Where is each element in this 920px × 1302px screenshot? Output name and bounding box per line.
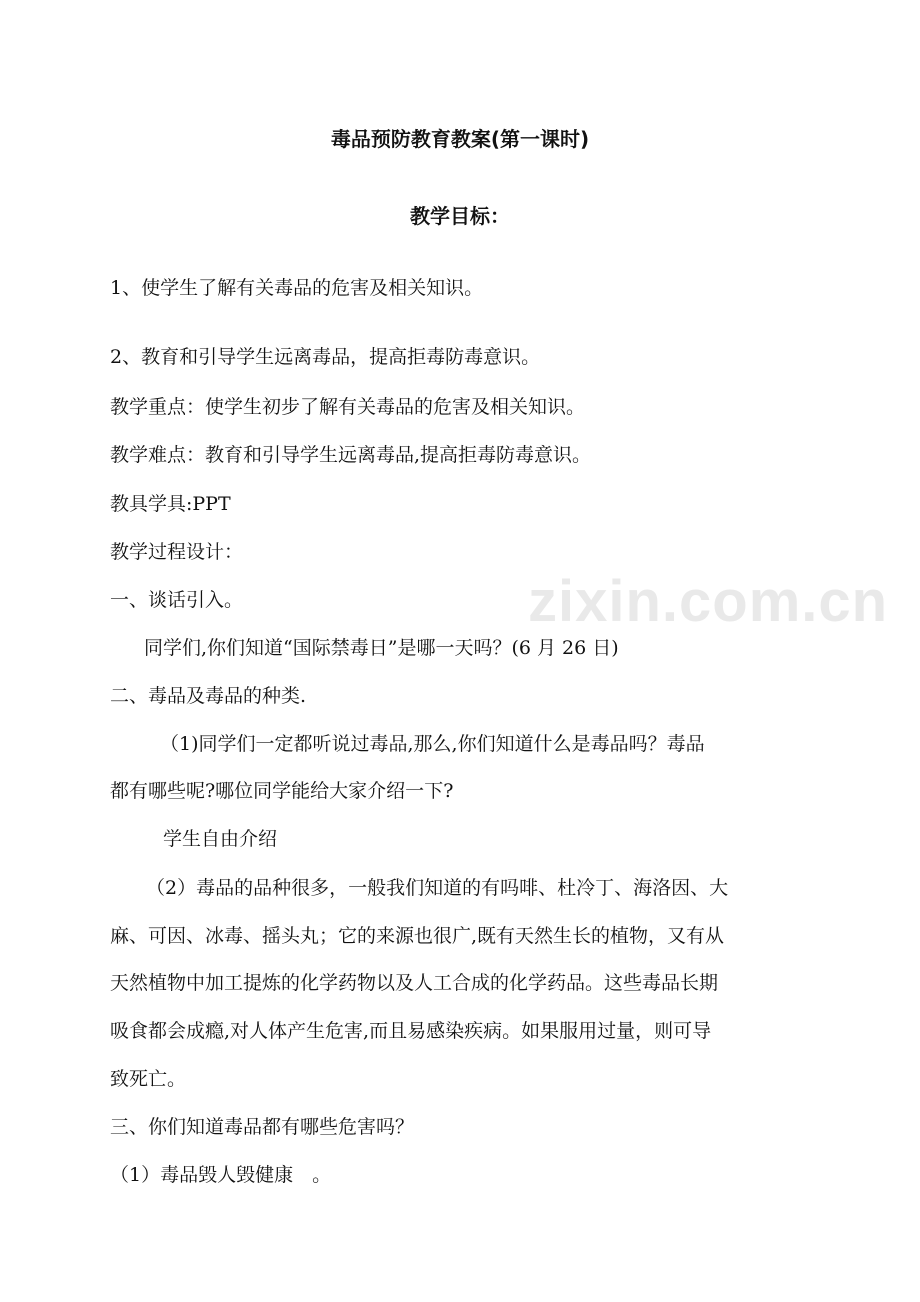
process-heading: 教学过程设计： <box>110 541 244 563</box>
student-introduction: 学生自由介绍 <box>163 828 278 850</box>
difficulty: 教学难点：教育和引导学生远离毒品,提高拒毒防毒意识。 <box>110 444 592 466</box>
teaching-tools: 教具学具:PPT <box>110 493 231 515</box>
section-2-paragraph-line-2: 麻、可因、冰毒、摇头丸；它的来源也很广,既有天然生长的植物，又有从 <box>110 925 725 947</box>
section-2-paragraph-line-4: 吸食都会成瘾,对人体产生危害,而且易感染疾病。如果服用过量，则可导 <box>110 1020 712 1042</box>
section-1-text: 同学们,你们知道“国际禁毒日”是哪一天吗？(6 月 26 日) <box>144 637 619 659</box>
key-point: 教学重点：使学生初步了解有关毒品的危害及相关知识。 <box>110 396 586 418</box>
objective-1: 1、使学生了解有关毒品的危害及相关知识。 <box>110 277 484 299</box>
section-1-heading: 一、谈话引入。 <box>110 589 244 611</box>
objective-2: 2、教育和引导学生远离毒品，提高拒毒防毒意识。 <box>110 346 541 368</box>
objectives-heading: 教学目标： <box>410 204 510 228</box>
document-title: 毒品预防教育教案(第一课时) <box>330 127 590 151</box>
watermark: zixin.com.cn <box>528 569 889 634</box>
section-2-paragraph-line-3: 天然植物中加工提炼的化学药物以及人工合成的化学药品。这些毒品长期 <box>110 972 719 994</box>
section-2-question-line-2: 都有哪些呢?哪位同学能给大家介绍一下? <box>110 780 454 802</box>
section-2-paragraph-line-1: （2）毒品的品种很多，一般我们知道的有吗啡、杜冷丁、海洛因、大 <box>146 877 729 899</box>
section-3-item-1: （1）毒品毁人毁健康 。 <box>110 1164 332 1186</box>
section-2-question-line-1: （1)同学们一定都听说过毒品,那么,你们知道什么是毒品吗？毒品 <box>160 733 705 755</box>
section-3-heading: 三、你们知道毒品都有哪些危害吗？ <box>110 1116 415 1138</box>
section-2-paragraph-line-5: 致死亡。 <box>110 1068 187 1090</box>
section-2-heading: 二、毒品及毒品的种类. <box>110 685 307 707</box>
